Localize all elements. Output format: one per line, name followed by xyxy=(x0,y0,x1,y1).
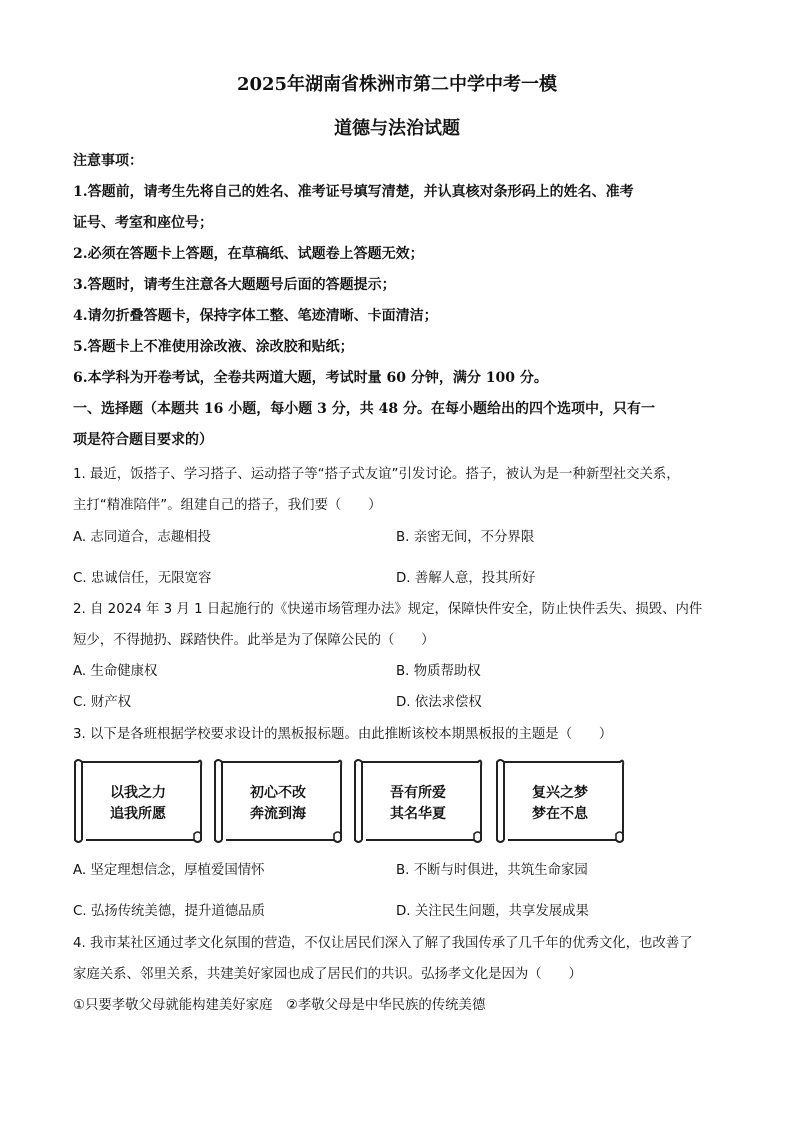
q1-option-c: C. 忠诚信任，无限宽容 xyxy=(73,571,212,586)
exam-subtitle: 道德与法治试题 xyxy=(334,118,460,139)
blackboard-title-scroll xyxy=(212,756,344,846)
question-1-text: 1. 最近，饭搭子、学习搭子、运动搭子等“搭子式友谊”引发讨论。搭子，被认为是一种新型社交关系， xyxy=(73,467,680,482)
question-3-text: 3. 以下是各班根据学校要求设计的黑板报标题。由此推断该校本期黑板报的主题是（ ） xyxy=(73,727,613,742)
q2-option-d: D. 依法求偿权 xyxy=(396,695,482,710)
question-4-text: 家庭关系、邻里关系，共建美好家园也成了居民们的共识。弘扬孝文化是因为（ ） xyxy=(73,967,582,982)
q3-option-a: A. 坚定理想信念，厚植爱国情怀 xyxy=(73,863,265,878)
section-heading-cont: 项是符合题目要求的） xyxy=(73,432,213,448)
scroll-line: 吾有所爱 xyxy=(390,785,446,801)
q2-option-c: C. 财产权 xyxy=(73,695,132,710)
q3-option-d: D. 关注民生问题，共享发展成果 xyxy=(396,904,589,919)
q1-option-d: D. 善解人意，投其所好 xyxy=(396,571,536,586)
question-1-text: 主打“精准陪伴”。组建自己的搭子，我们要（ ） xyxy=(73,498,382,513)
q1-option-a: A. 志同道合，志趣相投 xyxy=(73,530,211,545)
blackboard-title-scroll xyxy=(494,756,626,846)
notice-item: 6.本学科为开卷考试，全卷共两道大题，考试时量 60 分钟，满分 100 分。 xyxy=(73,370,548,386)
notice-item: 1.答题前，请考生先将自己的姓名、准考证号填写清楚，并认真核对条形码上的姓名、准考 xyxy=(73,184,634,200)
notice-item: 3.答题时，请考生注意各大题题号后面的答题提示； xyxy=(73,277,396,293)
blackboard-title-scroll xyxy=(72,756,204,846)
q2-option-b: B. 物质帮助权 xyxy=(396,664,481,679)
scroll-line: 其名华夏 xyxy=(390,806,446,822)
q3-option-b: B. 不断与时俱进，共筑生命家园 xyxy=(396,863,588,878)
q3-option-c: C. 弘扬传统美德，提升道德品质 xyxy=(73,904,265,919)
blackboard-title-scroll xyxy=(352,756,484,846)
question-2-text: 短少，不得抛扔、踩踏快件。此举是为了保障公民的（ ） xyxy=(73,633,435,648)
question-4-text: 4. 我市某社区通过孝文化氛围的营造，不仅让居民们深入了解了我国传承了几千年的优秀文化，也改善了 xyxy=(73,936,693,951)
notice-item: 5.答题卡上不准使用涂改液、涂改胶和贴纸； xyxy=(73,339,354,355)
q2-option-a: A. 生命健康权 xyxy=(73,664,158,679)
question-4-statements: ①只要孝敬父母就能构建美好家庭 ②孝敬父母是中华民族的传统美德 xyxy=(73,998,486,1013)
exam-title: 2025年湖南省株洲市第二中学中考一模 xyxy=(236,74,558,95)
section-heading: 一、选择题（本题共 16 小题，每小题 3 分，共 48 分。在每小题给出的四个选项中，只有一 xyxy=(73,401,655,417)
scroll-line: 追我所愿 xyxy=(110,806,166,822)
question-2-text: 2. 自 2024 年 3 月 1 日起施行的《快递市场管理办法》规定，保障快件安全，防止快件丢失、损毁、内件 xyxy=(73,602,703,617)
notice-heading: 注意事项： xyxy=(73,153,143,169)
scroll-line: 奔流到海 xyxy=(250,806,306,822)
notice-item: 证号、考室和座位号； xyxy=(73,215,213,231)
q1-option-b: B. 亲密无间，不分界限 xyxy=(396,530,535,545)
scroll-line: 以我之力 xyxy=(110,785,166,801)
scroll-line: 初心不改 xyxy=(250,785,306,801)
scroll-line: 梦在不息 xyxy=(532,806,588,822)
scroll-line: 复兴之梦 xyxy=(532,785,588,801)
notice-item: 2.必须在答题卡上答题，在草稿纸、试题卷上答题无效； xyxy=(73,246,424,262)
notice-item: 4.请勿折叠答题卡，保持字体工整、笔迹清晰、卡面清洁； xyxy=(73,308,438,324)
